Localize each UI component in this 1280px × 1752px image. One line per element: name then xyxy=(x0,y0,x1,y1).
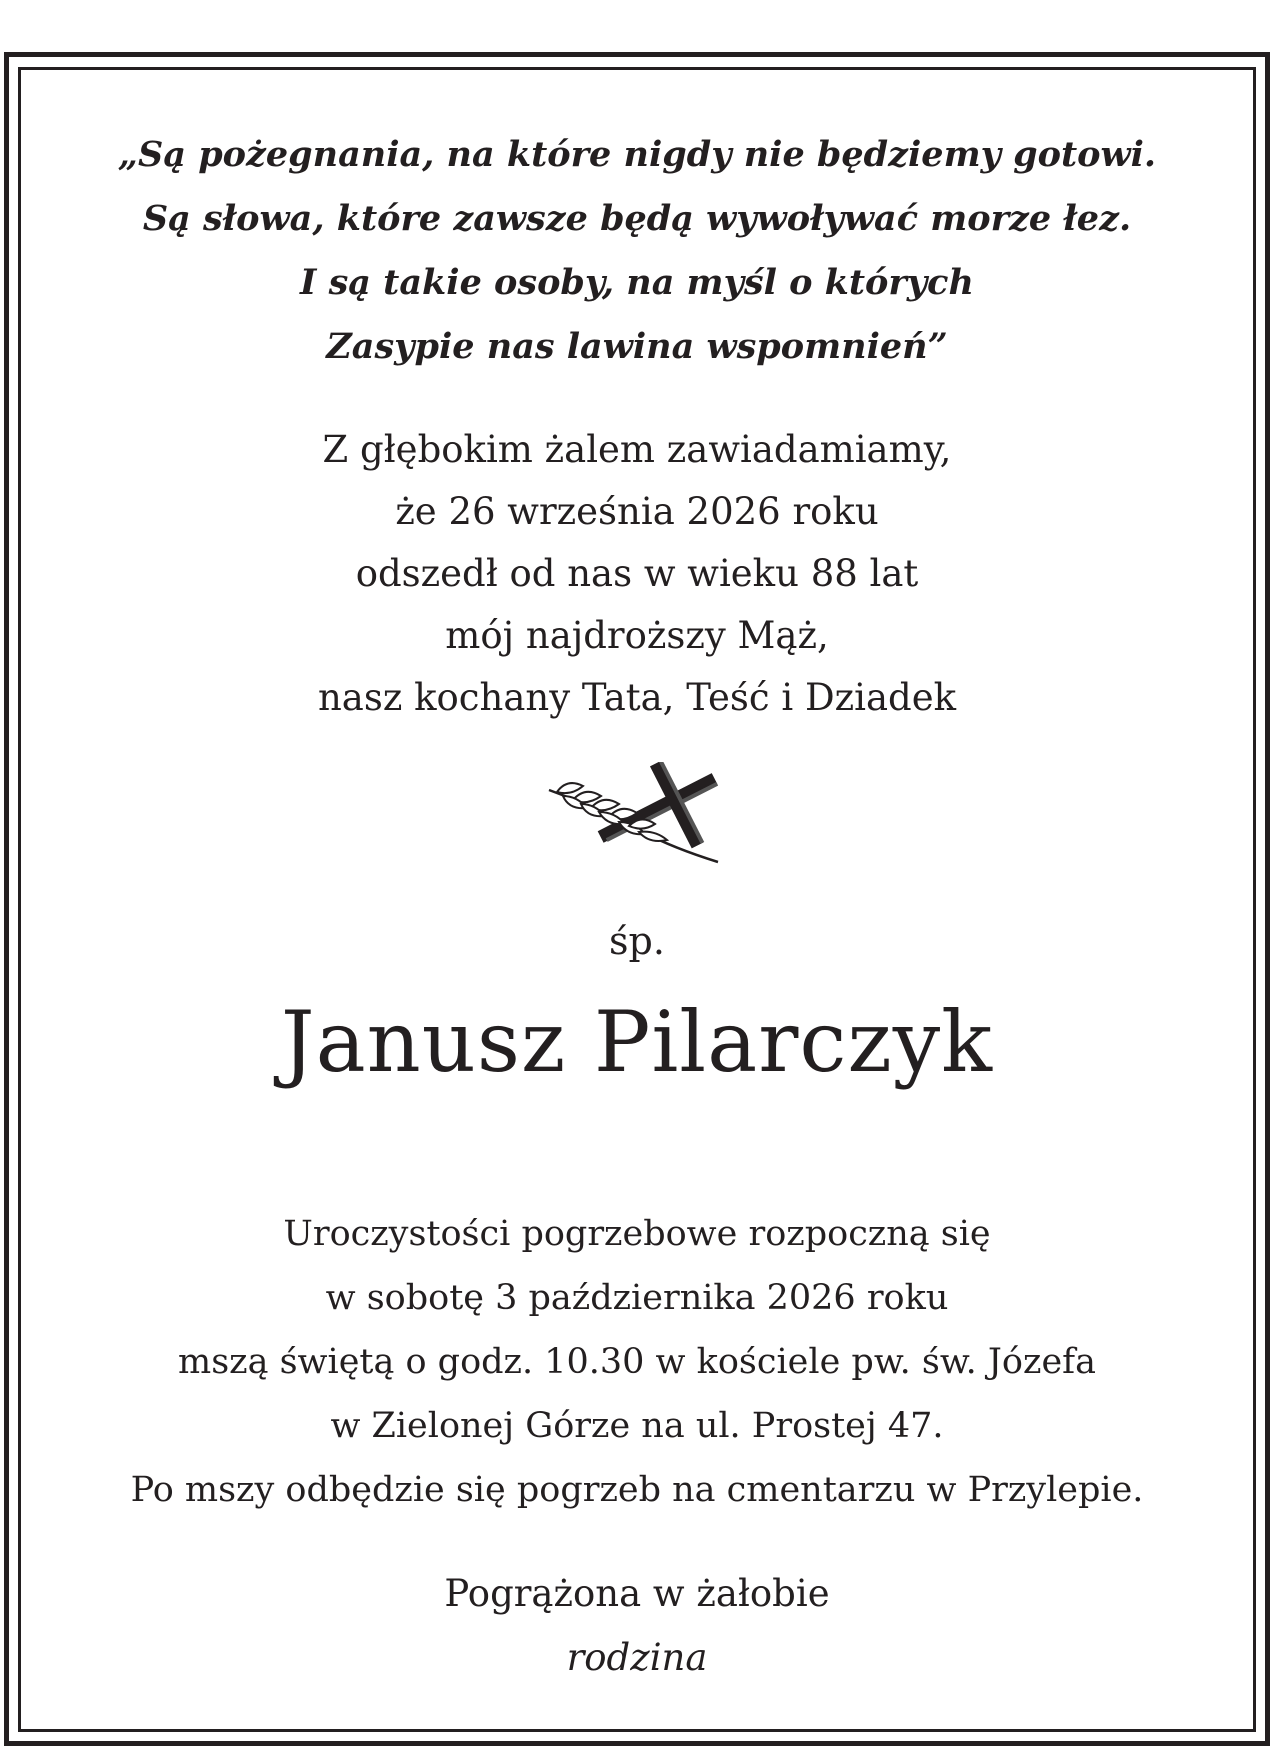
funeral-line: mszą świętą o godz. 10.30 w kościele pw. św. Józefa xyxy=(178,1342,1096,1382)
announcement-line: Z głębokim żalem zawiadamiamy, xyxy=(322,428,952,471)
quote-line: „Są pożegnania, na które nigdy nie będziemy gotowi. xyxy=(117,134,1157,175)
death-announcement xyxy=(18,419,1256,729)
memorial-quote xyxy=(18,123,1256,379)
deceased-prefix: śp. xyxy=(609,919,665,963)
quote-line: Zasypie nas lawina wspomnień” xyxy=(326,326,948,367)
signature-line: Pogrążona w żałobie xyxy=(444,1572,830,1615)
cross-with-palm-branch-icon xyxy=(543,762,743,872)
funeral-line: Uroczystości pogrzebowe rozpoczną się xyxy=(283,1214,991,1254)
announcement-line: nasz kochany Tata, Teść i Dziadek xyxy=(317,676,957,719)
announcement-line: mój najdroższy Mąż, xyxy=(445,614,829,657)
signature xyxy=(18,1562,1256,1690)
quote-line: Są słowa, które zawsze będą wywoływać morze łez. xyxy=(142,198,1132,239)
quote-line: I są takie osoby, na myśl o których xyxy=(300,262,974,303)
funeral-line: w sobotę 3 października 2026 roku xyxy=(325,1278,949,1318)
announcement-line: że 26 września 2026 roku xyxy=(395,490,879,533)
funeral-line: w Zielonej Górze na ul. Prostej 47. xyxy=(330,1406,944,1446)
signature-family: rodzina xyxy=(566,1636,708,1679)
announcement-line: odszedł od nas w wieku 88 lat xyxy=(355,552,919,595)
funeral-line: Po mszy odbędzie się pogrzeb na cmentarzu w Przylepie. xyxy=(130,1470,1144,1510)
deceased-name: Janusz Pilarczyk xyxy=(280,993,994,1091)
funeral-details xyxy=(18,1202,1256,1522)
